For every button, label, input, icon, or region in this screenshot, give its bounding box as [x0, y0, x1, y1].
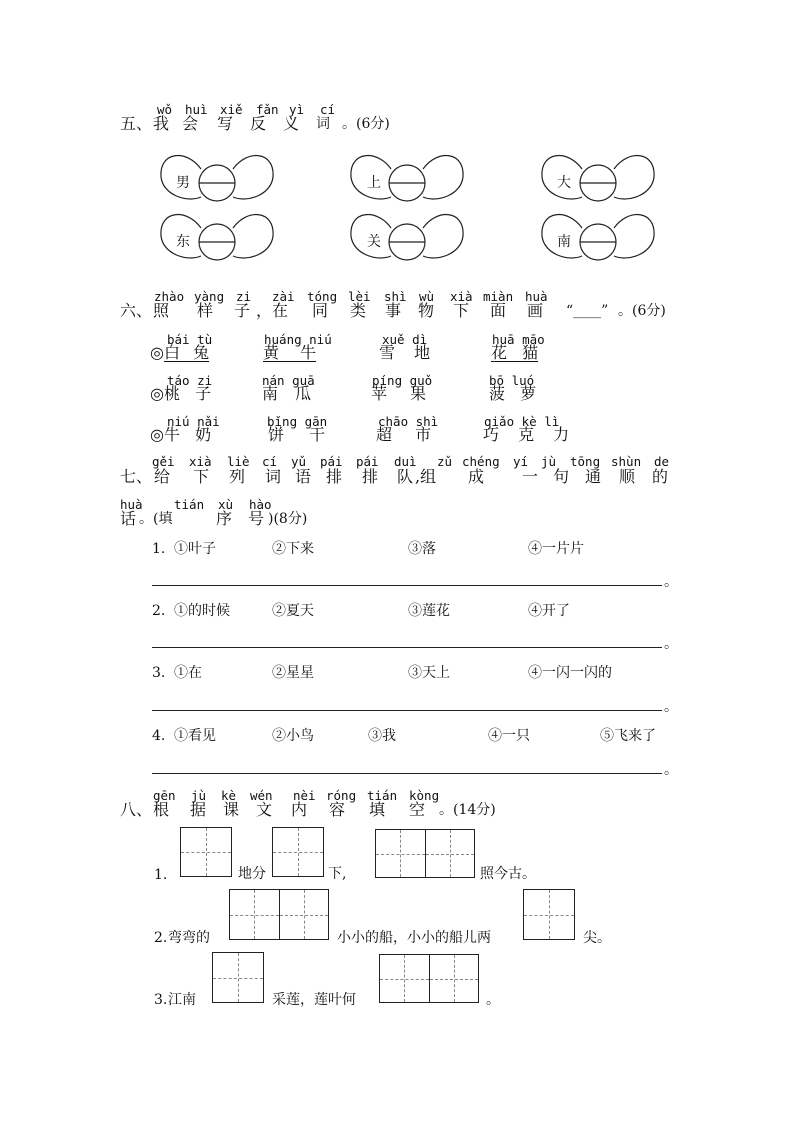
row-word: 苹 果: [371, 384, 427, 403]
row-pinyin: xuě dì: [382, 332, 428, 347]
tianzige-box[interactable]: [272, 827, 324, 877]
answer-line[interactable]: [152, 585, 662, 586]
tianzige-box[interactable]: [229, 889, 329, 940]
bow-char: 男: [176, 175, 190, 191]
row-word: 超 市: [376, 425, 432, 444]
row-pinyin: nán guā: [262, 373, 315, 388]
row-word: 黄 牛: [263, 343, 317, 362]
row-word: 巧 克 力: [483, 425, 570, 444]
row-word: 桃 子: [164, 384, 212, 403]
row-word: 雪 地: [379, 343, 431, 362]
row-pinyin: huā māo: [492, 332, 545, 347]
tianzige-box[interactable]: [180, 827, 232, 877]
answer-line[interactable]: [152, 647, 662, 648]
row-mark: ◎: [150, 425, 164, 444]
row-pinyin: bǐng gān: [267, 414, 328, 429]
s6-rows: [150, 333, 610, 443]
q1-text: 照今古。: [480, 866, 536, 882]
row-word: 菠 萝: [489, 384, 537, 403]
q3-number: 3.: [154, 992, 168, 1008]
row-mark: ◎: [150, 384, 164, 403]
row-pinyin: bái tù: [167, 332, 213, 347]
row-word: 花 猫: [491, 343, 539, 362]
tianzige-box[interactable]: [212, 952, 264, 1003]
row-mark: ◎: [150, 343, 164, 362]
row-word: 白 兔: [164, 343, 210, 362]
row-pinyin: táo zi: [167, 373, 213, 388]
q2-text: 尖。: [583, 930, 611, 946]
row-pinyin: píng guǒ: [372, 373, 433, 388]
tianzige-box[interactable]: [523, 889, 575, 940]
row-word: 南 瓜: [262, 384, 312, 403]
q2-number: 2.: [154, 930, 168, 946]
q3-text: 江南: [168, 992, 196, 1008]
row-pinyin: qiǎo kè lì: [484, 414, 560, 429]
q2-text: 小小的船，小小的船儿两: [337, 930, 491, 946]
row-word: 牛 奶: [164, 425, 212, 444]
q1-text: 下,: [328, 866, 347, 882]
bow-char: 上: [367, 175, 381, 191]
row-pinyin: chāo shì: [378, 414, 439, 429]
row-pinyin: niú nǎi: [167, 414, 220, 429]
tianzige-box[interactable]: [375, 829, 475, 878]
q1-text: 地分: [238, 866, 266, 882]
bow-char: 关: [367, 234, 381, 250]
bow-char: 南: [557, 234, 571, 250]
q3-text: 采莲，莲叶何: [272, 992, 356, 1008]
answer-line[interactable]: [152, 773, 662, 774]
row-pinyin: bō luó: [489, 373, 535, 388]
row-pinyin: huáng niú: [264, 332, 332, 347]
q3-text: 。: [486, 992, 500, 1008]
answer-line[interactable]: [152, 710, 662, 711]
tianzige-box[interactable]: [379, 954, 479, 1003]
q2-text: 弯弯的: [168, 930, 210, 946]
row-word: 饼 干: [268, 425, 326, 444]
q1-number: 1.: [154, 867, 168, 883]
bow-shapes: [0, 0, 794, 290]
bow-char: 东: [176, 234, 190, 250]
bow-char: 大: [557, 175, 571, 191]
